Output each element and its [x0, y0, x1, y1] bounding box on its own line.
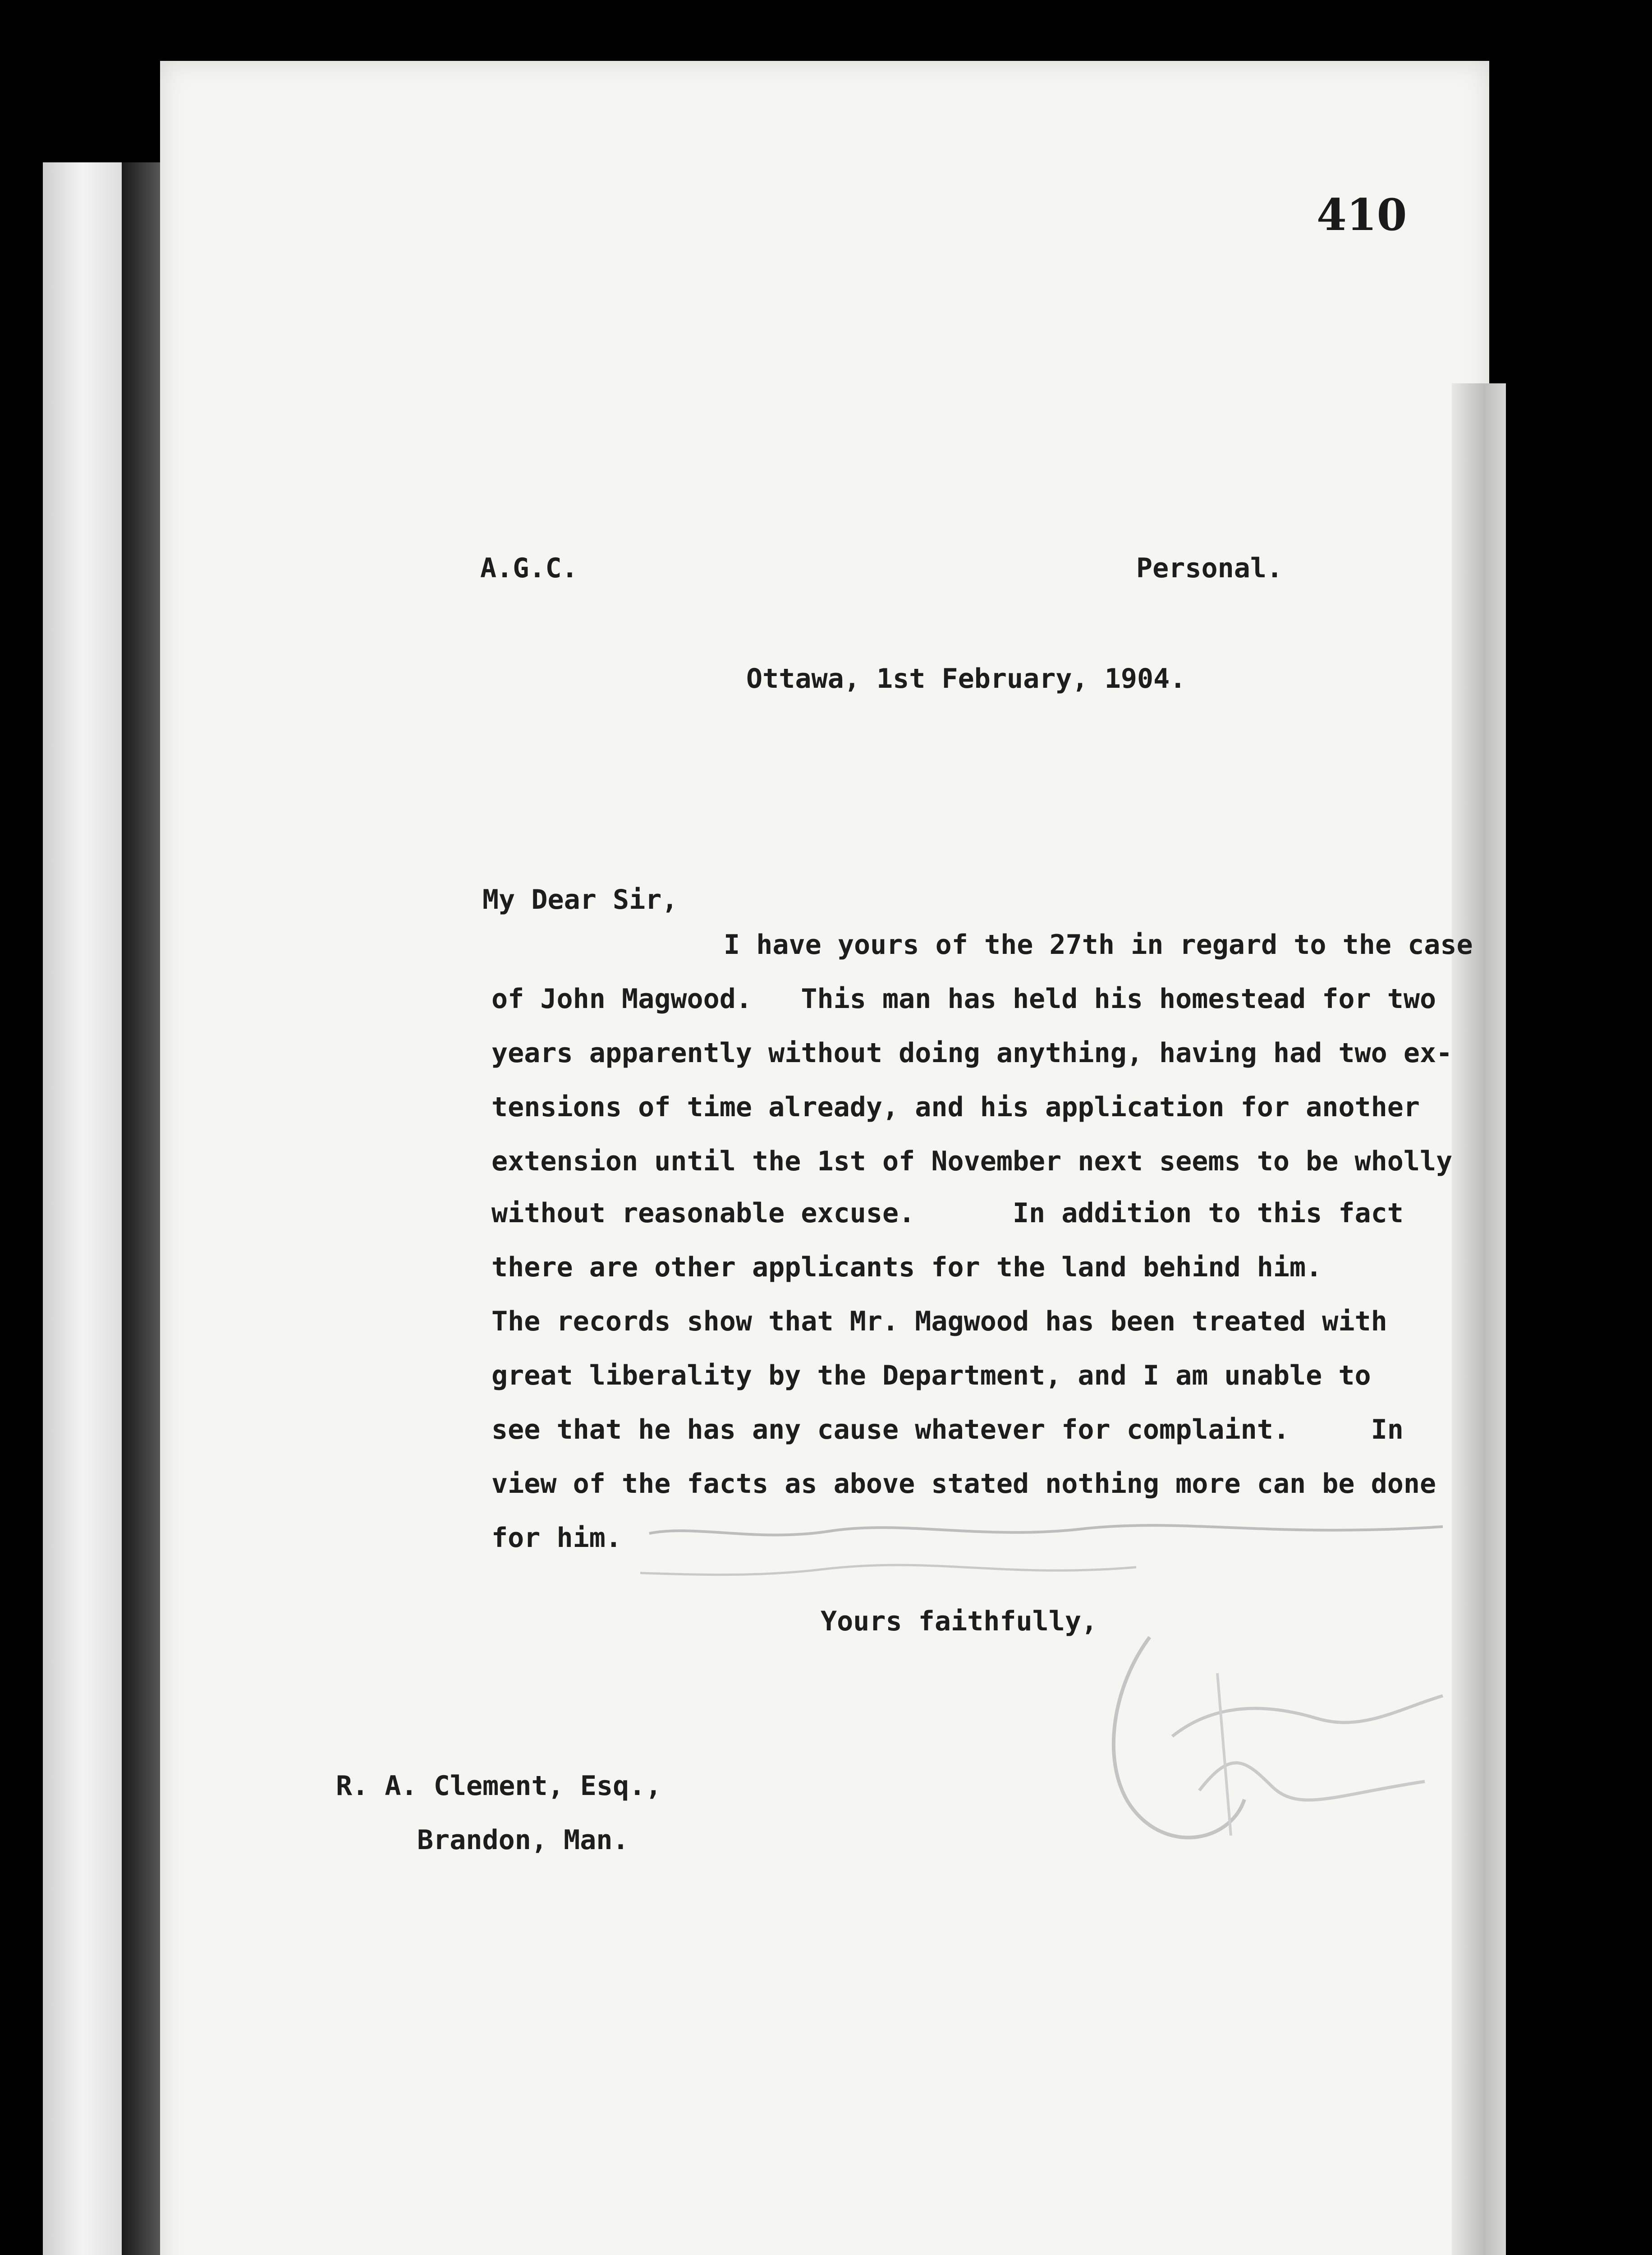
personal-marking: Personal. [1136, 552, 1283, 584]
body-line: of John Magwood. This man has held his homestead for two [491, 983, 1436, 1015]
recipient-place: Brandon, Man. [417, 1824, 629, 1856]
body-line: tensions of time already, and his application for another [491, 1091, 1420, 1123]
body-line: extension until the 1st of November next seems to be wholly [491, 1146, 1453, 1177]
recipient-name: R. A. Clement, Esq., [336, 1770, 662, 1802]
binding-shadow [122, 162, 162, 2255]
body-line: see that he has any cause whatever for complaint. In [491, 1414, 1404, 1445]
faint-handwritten-annotation [640, 1515, 1452, 1606]
body-line: The records show that Mr. Magwood has been treated with [491, 1306, 1387, 1337]
closing: Yours faithfully, [821, 1606, 1098, 1637]
page-edge-curl [1452, 383, 1506, 2255]
body-line: I have yours of the 27th in regard to the case [724, 929, 1473, 961]
binding-strip [43, 162, 131, 2255]
body-line: there are other applicants for the land behind him. [491, 1252, 1322, 1283]
body-line: years apparently without doing anything, having had two ex- [491, 1037, 1453, 1069]
body-line: for him. [491, 1522, 622, 1554]
body-line: great liberality by the Department, and I am unable to [491, 1360, 1371, 1391]
date-line: Ottawa, 1st February, 1904. [746, 663, 1186, 695]
page-number: 410 [1317, 189, 1407, 240]
faint-signature [1082, 1601, 1452, 1881]
salutation: My Dear Sir, [482, 884, 678, 916]
body-line: without reasonable excuse. In addition to this fact [491, 1197, 1404, 1229]
reference-code: A.G.C. [480, 552, 578, 584]
body-line: view of the facts as above stated nothing more can be done [491, 1468, 1436, 1500]
